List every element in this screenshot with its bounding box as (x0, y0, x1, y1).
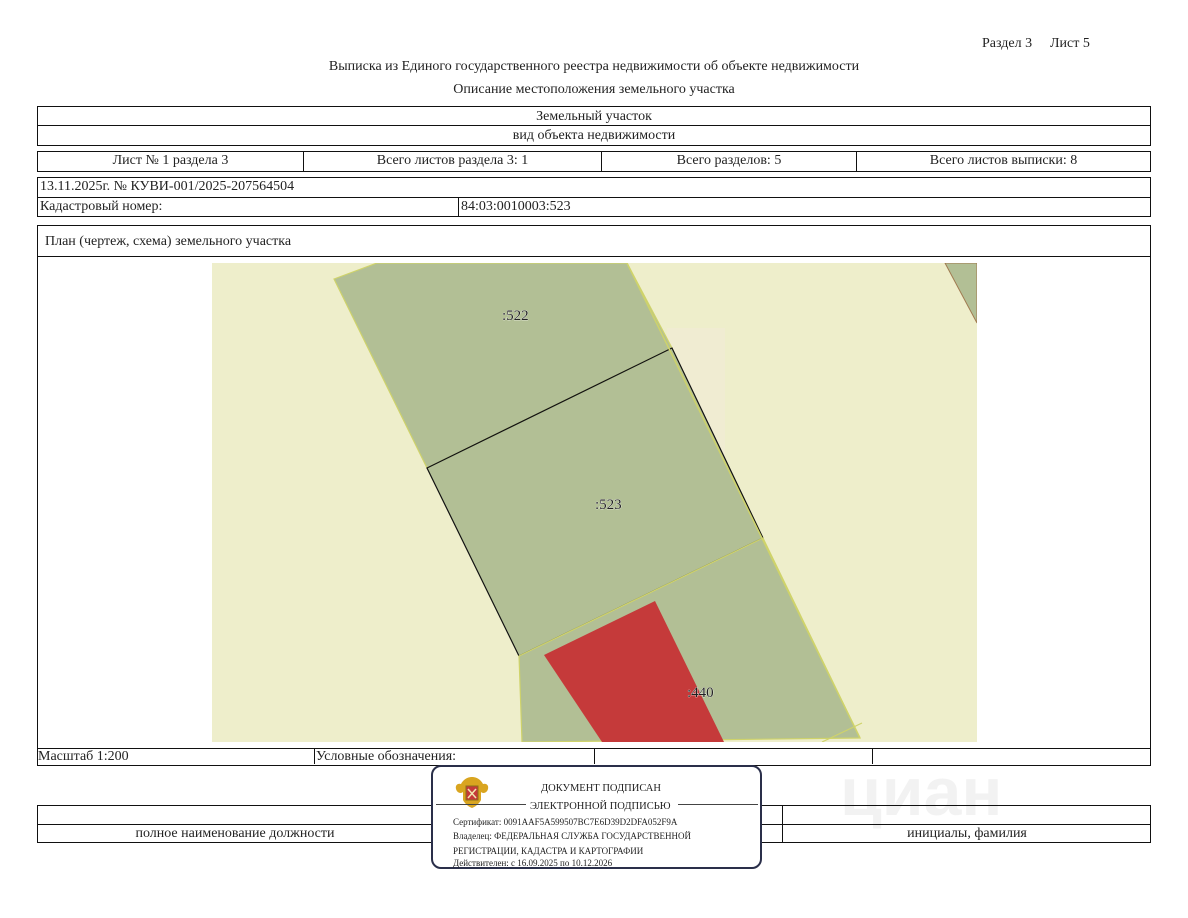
stamp-line-1: ДОКУМЕНТ ПОДПИСАН (541, 783, 661, 794)
coat-of-arms-icon (453, 773, 491, 811)
cadastral-map (212, 263, 977, 742)
stamp-owner-1: Владелец: ФЕДЕРАЛЬНАЯ СЛУЖБА ГОСУДАРСТВЕННОЙ (453, 831, 692, 841)
document-title: Выписка из Единого государственного реестра недвижимости об объекте недвижимости (328, 59, 860, 74)
divider (38, 197, 1150, 198)
stamp-line-2: ЭЛЕКТРОННОЙ ПОДПИСЬЮ (530, 801, 671, 812)
position-caption: полное наименование должности (135, 826, 335, 841)
divider (458, 197, 459, 216)
cadastral-label: Кадастровый номер: (40, 199, 163, 214)
stamp-divider (678, 804, 758, 805)
section-number: Раздел 3 (982, 36, 1033, 51)
stamp-valid: Действителен: с 16.09.2025 по 10.12.2026 (453, 858, 613, 868)
sheet-number: Лист 5 (1050, 36, 1090, 51)
sheet-of-section: Лист № 1 раздела 3 (38, 152, 304, 171)
request-block (37, 177, 1151, 217)
watermark: циан (840, 754, 1003, 830)
request-date-number: 13.11.2025г. № КУВИ-001/2025-207564504 (40, 179, 295, 194)
object-type-caption: вид объекта недвижимости (512, 128, 676, 143)
total-section-sheets: Всего листов раздела 3: 1 (304, 152, 602, 171)
parcel-label-440: :440 (687, 685, 714, 701)
cadastral-number: 84:03:0010003:523 (461, 199, 571, 214)
parcel-label-522: :522 (502, 308, 529, 324)
legend-label: Условные обозначения: (316, 749, 457, 764)
scale-label: Масштаб 1:200 (38, 749, 129, 764)
stamp-certificate: Сертификат: 0091AAF5A599507BC7E6D39D2DFA052F9A (453, 817, 678, 827)
divider (38, 256, 1150, 257)
divider (314, 749, 315, 764)
divider (38, 125, 1150, 126)
signature-stamp (431, 765, 762, 869)
object-type: Земельный участок (536, 109, 652, 124)
stamp-divider (436, 804, 526, 805)
sheets-row (37, 151, 1151, 172)
plan-title: План (чертеж, схема) земельного участка (45, 234, 292, 249)
total-extract-sheets: Всего листов выписки: 8 (929, 153, 1078, 168)
name-caption: инициалы, фамилия (907, 826, 1027, 841)
parcel-label-523: :523 (595, 497, 622, 513)
document-subtitle: Описание местоположения земельного участка (453, 82, 735, 97)
stamp-owner-2: РЕГИСТРАЦИИ, КАДАСТРА И КАРТОГРАФИИ (453, 846, 644, 856)
total-sections: Всего разделов: 5 (602, 152, 857, 171)
object-type-block (37, 106, 1151, 146)
divider (594, 749, 595, 764)
